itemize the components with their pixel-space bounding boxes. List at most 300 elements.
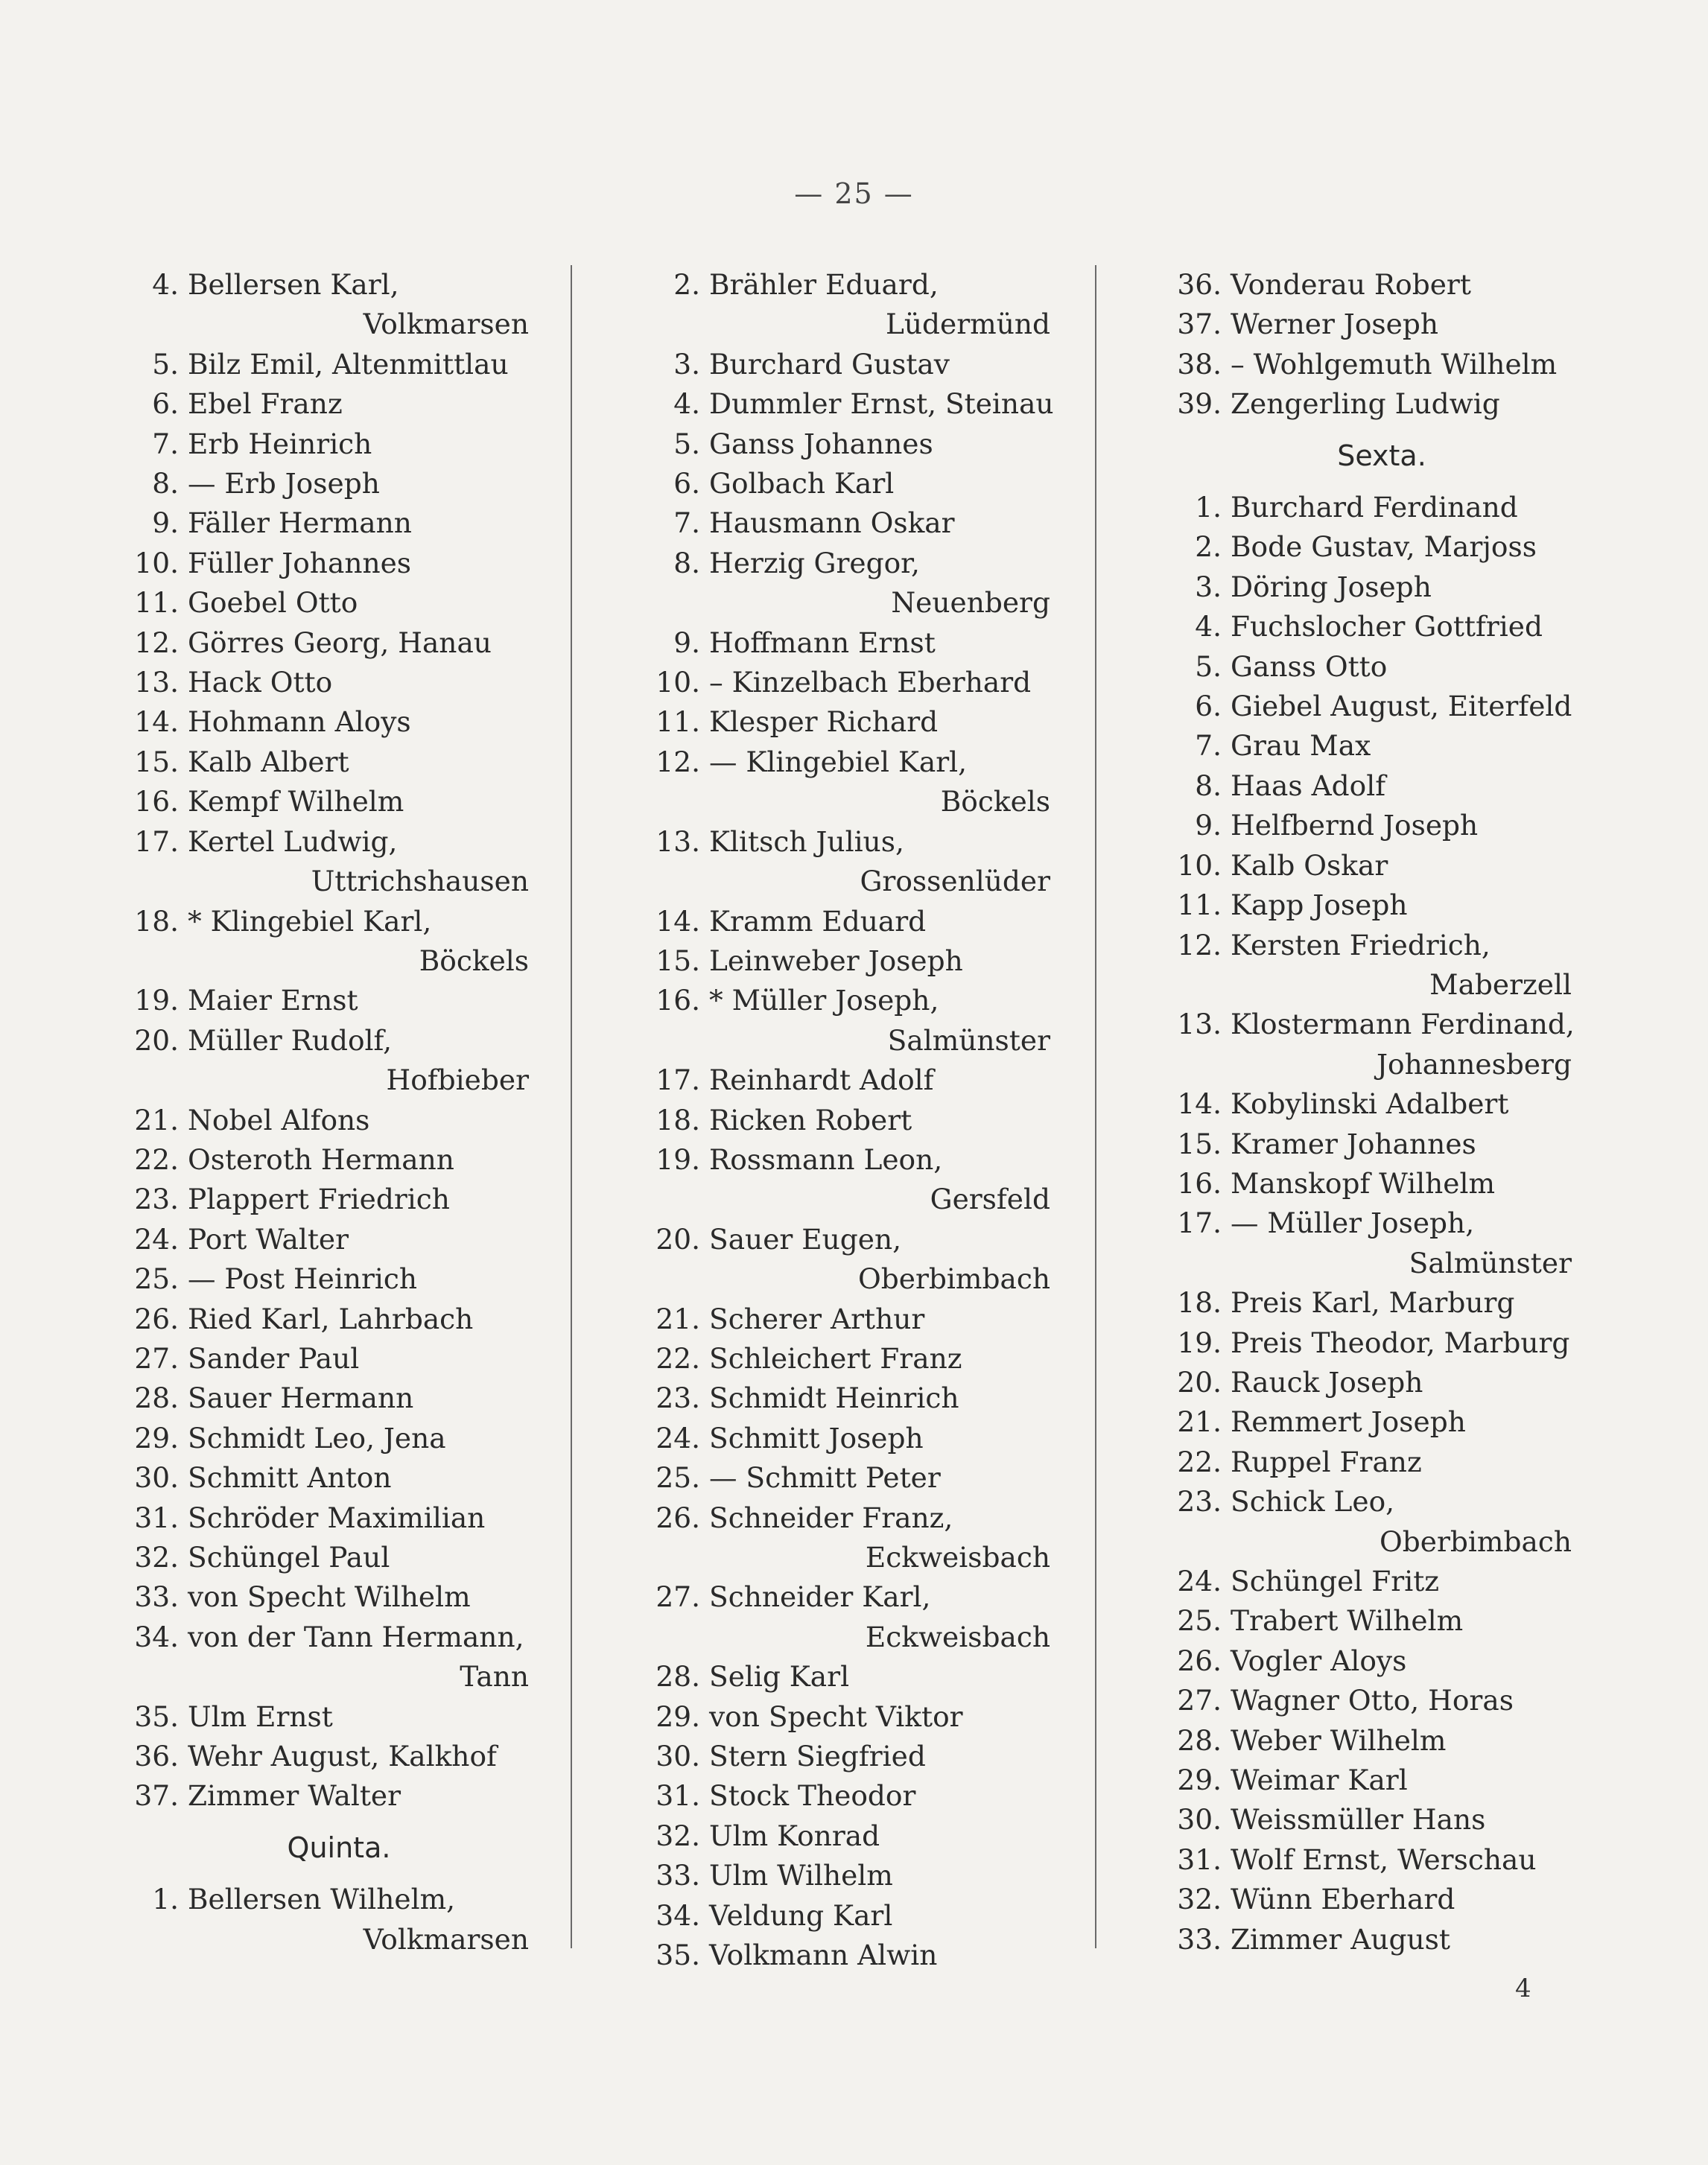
entry-place: Hofbieber [386,1064,529,1097]
entry-place: Böckels [419,944,529,977]
entry-number: 31. [134,1501,179,1534]
entry-number: 14. [655,904,700,938]
entry-number: 7. [1195,729,1222,763]
list-item [119,1498,536,1538]
entry-name: – Kinzelbach Eberhard [709,666,1032,699]
entry-name: Sauer Eugen, [709,1222,902,1256]
entry-name: Volkmann Alwin [709,1939,938,1972]
entry-name: Schüngel Fritz [1231,1565,1440,1597]
entry-number: 27. [134,1341,179,1375]
entry-number: 1. [1195,491,1222,524]
entry-number: 12. [1177,928,1222,961]
list-item [1162,1443,1579,1482]
entry-name: Ganss Johannes [709,427,933,460]
entry-name: Ebel Franz [188,387,343,421]
entry-number: 25. [655,1461,700,1495]
list-item [1162,1482,1579,1562]
entry-number: 26. [134,1302,179,1335]
entry-number: 7. [152,427,179,460]
list-item [641,1379,1058,1418]
entry-number: 10. [1177,848,1222,882]
entry-number: 18. [134,904,179,938]
entry-name: Schröder Maximilian [188,1501,486,1534]
entry-number: 7. [673,506,700,540]
entry-name: Vogler Aloys [1231,1644,1407,1677]
entry-name: Osteroth Hermann [188,1142,454,1176]
entry-place: Maberzell [1429,967,1572,1001]
list-item [1162,1363,1579,1402]
entry-name: Vonderau Robert [1231,268,1471,301]
entry-place: Böckels [940,785,1050,818]
entry-name: — Post Heinrich [188,1262,418,1296]
entry-number: 30. [134,1461,179,1495]
list-item [119,1101,536,1140]
list-item [119,663,536,702]
list-item [119,1300,536,1339]
list-item [641,623,1058,663]
entry-number: 38. [1177,347,1222,381]
column-2 [641,265,1058,1975]
list-item [1162,1005,1579,1084]
entry-name: Brähler Eduard, [709,268,939,301]
entry-number: 35. [134,1700,179,1733]
entry-name: Ried Karl, Lahrbach [188,1302,474,1335]
entry-place: Eckweisbach [865,1541,1050,1574]
entry-place: Volkmarsen [363,1922,529,1956]
entry-number: 25. [1177,1604,1222,1638]
entry-number: 33. [134,1580,179,1614]
entry-number: 18. [1177,1286,1222,1320]
entry-name: Hoffmann Ernst [709,626,936,659]
list-item [641,1577,1058,1657]
entry-number: 13. [134,666,179,699]
entry-number: 22. [134,1142,179,1176]
entry-name: Trabert Wilhelm [1231,1604,1464,1638]
list-item [119,902,536,982]
entry-place: Uttrichshausen [311,865,529,898]
section-title: Sexta. [1337,439,1426,472]
entry-number: 17. [655,1064,700,1097]
list-item [119,1021,536,1101]
entry-number: 4. [673,387,700,421]
entry-name: Kapp Joseph [1231,888,1408,922]
entry-name: Kramm Eduard [709,904,927,938]
column-1 [119,265,536,1959]
entry-number: 14. [134,705,179,739]
list-item [641,1896,1058,1936]
entry-number: 36. [1177,268,1222,301]
list-item [641,743,1058,822]
list-item [119,265,536,345]
entry-name: – Wohlgemuth Wilhelm [1231,347,1558,381]
entry-name: Schleichert Franz [709,1341,962,1375]
list-item [119,1697,536,1737]
entry-place: Oberbimbach [858,1262,1050,1296]
entry-name: Sander Paul [188,1341,360,1375]
list-item [1162,488,1579,527]
list-item [1162,1800,1579,1840]
list-item [119,1880,536,1959]
list-item [641,1697,1058,1737]
entry-number: 9. [673,626,700,659]
entry-number: 21. [655,1302,700,1335]
entry-name: Preis Karl, Marburg [1231,1286,1515,1320]
list-item [641,1657,1058,1697]
list-item [1162,1721,1579,1761]
entry-number: 18. [655,1103,700,1136]
list-item [1162,647,1579,687]
list-item [119,503,536,543]
entry-name: Reinhardt Adolf [709,1064,934,1097]
entry-name: Preis Theodor, Marburg [1231,1326,1570,1359]
entry-place: Oberbimbach [1380,1525,1572,1558]
entry-name: Veldung Karl [709,1898,893,1932]
list-item [641,941,1058,981]
entry-name: Bode Gustav, Marjoss [1231,530,1537,564]
entry-number: 10. [655,666,700,699]
entry-place: Tann [460,1660,529,1694]
entry-number: 34. [134,1620,179,1653]
entry-name: Haas Adolf [1231,769,1386,802]
entry-name: Erb Heinrich [188,427,372,460]
entry-number: 22. [655,1341,700,1375]
list-item [641,1498,1058,1578]
entry-name: Helfbernd Joseph [1231,809,1479,842]
entry-number: 17. [134,824,179,858]
entry-number: 19. [134,984,179,1017]
entry-number: 4. [152,268,179,301]
entry-number: 15. [1177,1127,1222,1160]
list-item [641,1936,1058,1975]
entry-place: Volkmarsen [363,308,529,341]
list-item [119,623,536,663]
entry-name: Döring Joseph [1231,570,1432,603]
list-item [641,902,1058,941]
entry-name: von Specht Wilhelm [188,1580,471,1614]
list-item [1162,1641,1579,1681]
entry-number: 16. [655,984,700,1017]
list-item [1162,1681,1579,1720]
entry-number: 9. [1195,809,1222,842]
list-item [1162,305,1579,344]
entry-name: Weimar Karl [1231,1764,1408,1797]
entry-name: Zimmer Walter [188,1779,401,1813]
list-item [1162,384,1579,424]
list-item [641,1140,1058,1220]
entry-number: 32. [134,1541,179,1574]
list-item [641,425,1058,464]
column-divider [571,265,572,1948]
list-item [1162,1562,1579,1601]
list-item [1162,726,1579,766]
list-item [1162,265,1579,305]
list-item [641,1300,1058,1339]
entry-name: Fuchslocher Gottfried [1231,610,1543,643]
entry-name: Rossmann Leon, [709,1142,943,1176]
entry-number: 8. [673,546,700,579]
entry-place: Salmünster [1409,1246,1572,1279]
list-item [119,1339,536,1379]
list-item [641,265,1058,345]
entry-name: Görres Georg, Hanau [188,626,492,659]
entry-number: 23. [655,1382,700,1415]
entry-name: Kempf Wilhelm [188,785,404,818]
entry-name: Bellersen Wilhelm, [188,1883,456,1916]
list-item [1162,607,1579,646]
entry-name: Rauck Joseph [1231,1365,1423,1399]
column-3 [1162,265,1579,1959]
list-item [119,1737,536,1776]
entry-number: 29. [1177,1764,1222,1797]
entry-number: 30. [1177,1803,1222,1837]
entry-number: 17. [1177,1207,1222,1240]
entry-name: Selig Karl [709,1660,850,1694]
list-item [119,822,536,902]
list-item [119,782,536,821]
entry-number: 31. [655,1779,700,1813]
entry-name: * Klingebiel Karl, [188,904,432,938]
entry-name: Ulm Konrad [709,1819,880,1852]
entry-name: Manskopf Wilhelm [1231,1166,1496,1200]
entry-name: Burchard Ferdinand [1231,491,1518,524]
list-item [641,1061,1058,1100]
entry-name: — Schmitt Peter [709,1461,941,1495]
entry-name: von Specht Viktor [709,1700,963,1733]
entry-name: Fäller Hermann [188,506,412,540]
entry-name: Klesper Richard [709,705,939,739]
entry-number: 2. [673,268,700,301]
entry-number: 1. [152,1883,179,1916]
entry-name: Wagner Otto, Horas [1231,1684,1514,1717]
entry-name: Kersten Friedrich, [1231,928,1490,961]
entry-name: Grau Max [1231,729,1371,763]
entry-name: Ulm Wilhelm [709,1859,893,1892]
entry-number: 9. [152,506,179,540]
entry-number: 28. [655,1660,700,1694]
list-item [119,1220,536,1259]
list-item [119,1538,536,1577]
entry-number: 26. [655,1501,700,1534]
list-item [1162,1204,1579,1283]
entry-number: 28. [1177,1723,1222,1757]
entry-number: 37. [134,1779,179,1813]
entry-number: 19. [1177,1326,1222,1359]
entry-name: Burchard Gustav [709,347,950,381]
list-item [1162,568,1579,607]
list-item [641,822,1058,902]
entry-number: 34. [655,1898,700,1932]
entry-number: 20. [655,1222,700,1256]
list-item [119,1419,536,1458]
list-item [1162,1920,1579,1959]
entry-name: Weissmüller Hans [1231,1803,1486,1837]
entry-number: 22. [1177,1445,1222,1478]
list-item [1162,1164,1579,1204]
entry-number: 27. [1177,1684,1222,1717]
list-item [1162,806,1579,845]
entry-name: Bilz Emil, Altenmittlau [188,347,509,381]
list-item [641,1419,1058,1458]
entry-number: 15. [134,745,179,778]
entry-number: 26. [1177,1644,1222,1677]
entry-number: 16. [1177,1166,1222,1200]
list-item [1162,886,1579,925]
list-item [119,1618,536,1697]
entry-place: Gersfeld [930,1183,1050,1216]
list-item [119,425,536,464]
list-item [641,663,1058,702]
entry-name: Port Walter [188,1222,349,1256]
list-item [641,1339,1058,1379]
entry-name: Sauer Hermann [188,1382,414,1415]
list-item [641,345,1058,384]
entry-name: Kramer Johannes [1231,1127,1476,1160]
list-item [1162,527,1579,567]
list-item [1162,1601,1579,1641]
entry-name: Schmidt Leo, Jena [188,1421,446,1455]
entry-name: Kalb Oskar [1231,848,1388,882]
entry-name: * Müller Joseph, [709,984,939,1017]
entry-number: 33. [1177,1922,1222,1956]
entry-name: Zimmer August [1231,1922,1450,1956]
entry-name: Ricken Robert [709,1103,912,1136]
footer-signature: 4 [1515,1974,1531,2003]
entry-name: Plappert Friedrich [188,1183,450,1216]
entry-name: Müller Rudolf, [188,1023,392,1057]
entry-number: 19. [655,1142,700,1176]
entry-place: Lüdermünd [885,308,1050,341]
entry-name: Schmitt Joseph [709,1421,924,1455]
entry-name: Ruppel Franz [1231,1445,1422,1478]
list-item [1162,926,1579,1005]
list-item [1162,1880,1579,1919]
list-item [641,384,1058,424]
list-item [119,1458,536,1498]
entry-number: 3. [673,347,700,381]
entry-number: 4. [1195,610,1222,643]
entry-number: 32. [655,1819,700,1852]
entry-number: 11. [655,705,700,739]
list-item [119,1379,536,1418]
entry-number: 5. [152,347,179,381]
list-item [641,503,1058,543]
entry-number: 3. [1195,570,1222,603]
entry-name: Ganss Otto [1231,649,1388,683]
entry-name: — Müller Joseph, [1231,1207,1475,1240]
entry-number: 36. [134,1740,179,1773]
entry-number: 12. [655,745,700,778]
entry-name: Schneider Karl, [709,1580,931,1614]
entry-name: — Erb Joseph [188,467,380,500]
entry-name: Giebel August, Eiterfeld [1231,690,1572,723]
entry-name: von der Tann Hermann, [188,1620,524,1653]
entry-number: 5. [1195,649,1222,683]
entry-name: Scherer Arthur [709,1302,925,1335]
list-item [119,1776,536,1816]
entry-name: Schmitt Anton [188,1461,392,1495]
entry-number: 12. [134,626,179,659]
entry-name: Maier Ernst [188,984,358,1017]
list-item [119,464,536,503]
entry-name: Schick Leo, [1231,1485,1395,1519]
entry-name: — Klingebiel Karl, [709,745,968,778]
entry-number: 15. [655,944,700,977]
entry-number: 28. [134,1382,179,1415]
list-item [641,464,1058,503]
entry-name: Wünn Eberhard [1231,1883,1455,1916]
list-item [641,544,1058,623]
entry-number: 24. [134,1222,179,1256]
entry-number: 23. [1177,1485,1222,1519]
list-item [119,583,536,623]
entry-name: Klostermann Ferdinand, [1231,1008,1575,1041]
entry-number: 29. [134,1421,179,1455]
entry-number: 6. [152,387,179,421]
list-item [641,1776,1058,1816]
entry-name: Hausmann Oskar [709,506,955,540]
list-item [1162,1283,1579,1323]
entry-number: 23. [134,1183,179,1216]
entry-name: Herzig Gregor, [709,546,920,579]
entry-number: 10. [134,546,179,579]
entry-number: 32. [1177,1883,1222,1916]
entry-place: Neuenberg [891,586,1050,620]
page-number: — 25 — [794,177,914,210]
list-item [1162,1084,1579,1124]
list-item [119,384,536,424]
entry-number: 11. [134,586,179,620]
entry-name: Nobel Alfons [188,1103,370,1136]
entry-number: 24. [1177,1565,1222,1597]
list-item [641,981,1058,1061]
entry-name: Schneider Franz, [709,1501,953,1534]
entry-name: Füller Johannes [188,546,412,579]
list-item [641,1737,1058,1776]
entry-name: Schüngel Paul [188,1541,390,1574]
entry-number: 35. [655,1939,700,1972]
list-item [119,981,536,1020]
entry-number: 2. [1195,530,1222,564]
entry-name: Hack Otto [188,666,333,699]
list-item [119,345,536,384]
entry-number: 39. [1177,387,1222,421]
list-item [1162,687,1579,726]
list-item [641,1458,1058,1498]
list-item [641,1101,1058,1140]
list-item [1162,345,1579,384]
list-item [1162,1840,1579,1880]
list-item [119,743,536,782]
entry-name: Bellersen Karl, [188,268,399,301]
list-item [119,1577,536,1617]
entry-name: Kalb Albert [188,745,349,778]
entry-number: 30. [655,1740,700,1773]
entry-name: Stern Siegfried [709,1740,926,1773]
entry-number: 13. [1177,1008,1222,1041]
entry-name: Wolf Ernst, Werschau [1231,1843,1537,1876]
entry-number: 27. [655,1580,700,1614]
entry-number: 24. [655,1421,700,1455]
entry-place: Eckweisbach [865,1620,1050,1653]
list-item [119,702,536,742]
entry-number: 21. [1177,1405,1222,1439]
entry-name: Weber Wilhelm [1231,1723,1447,1757]
list-item [1162,1402,1579,1442]
list-item [641,1816,1058,1856]
list-item [1162,1761,1579,1800]
entry-name: Schmidt Heinrich [709,1382,959,1415]
entry-number: 25. [134,1262,179,1296]
